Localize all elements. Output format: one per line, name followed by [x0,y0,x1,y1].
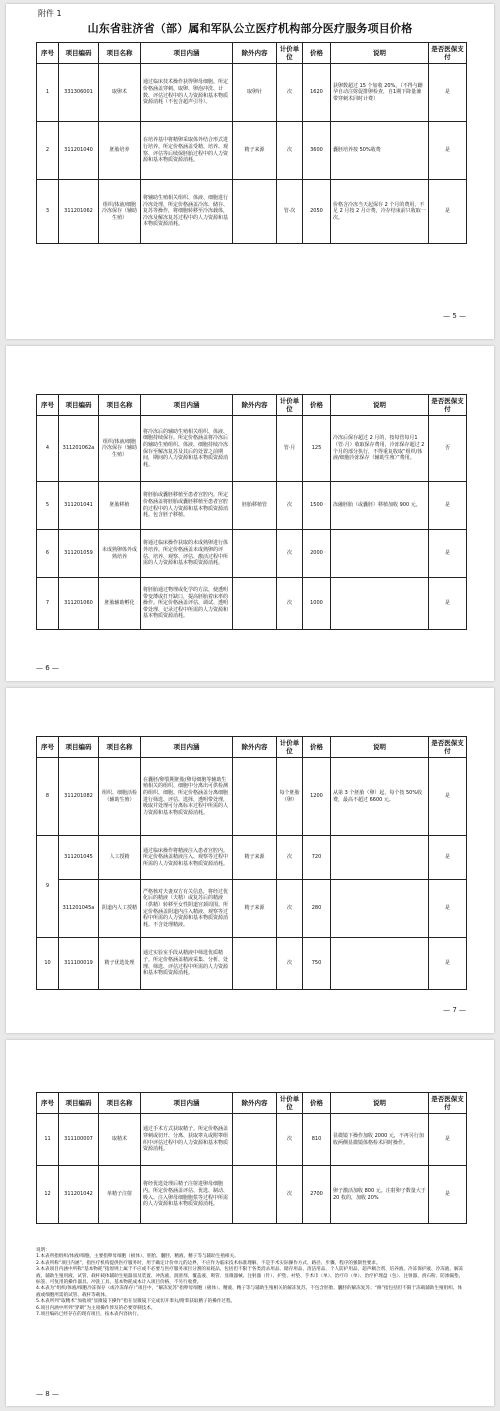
cell-unit: 次 [277,836,303,880]
header-remarks: 说明 [331,1093,429,1114]
cell-code: 311201082 [59,758,99,836]
cell-insurance: 否 [429,416,467,482]
cell-remarks [331,938,429,990]
document-title: 山东省驻济省（部）属和军队公立医疗机构部分医疗服务项目价格 [87,22,413,35]
cell-insurance: 是 [429,530,467,578]
cell-unit: 次 [277,578,303,630]
cell-no: 10 [37,938,59,990]
cell-content: 将冷冻后的辅助生殖相关组织、体液、细胞持续保存。所定价格涵盖将冷冻后的辅助生殖组织、体液、细胞持续冷冻保存至解冻复苏及其后的处置之前期间，期间的人力资源和基本物质资源消耗。 [141,416,233,482]
table-row [37,530,467,578]
cell-exclusions: 精子来源 [233,880,277,938]
header-no: 序号 [37,1093,59,1114]
cell-code: 331306001 [59,64,99,122]
cell-price: 280 [303,880,331,938]
cell-no: 3 [37,180,59,244]
note-item: 2.本表所称“项目内涵”，指医疗机构提供医疗服务时，用于确定计价单元的边界，不应作为临床技术标准理解，不是手术实际操作方式、路径、步骤、程序的强制性要求。 [36,1260,381,1266]
cell-name: 精子优选处理 [99,938,141,990]
table-header-row [37,395,467,416]
cell-insurance: 是 [429,578,467,630]
cell-price: 2050 [303,180,331,244]
table-header-row [37,1093,467,1114]
cell-unit: 次 [277,122,303,180]
cell-remarks: 从第 3 个胚胎（卵）起，每个按 50%收费，最高不超过 6600 元。 [331,758,429,836]
cell-name: 组织/体液/细胞冷冻保存（辅助生殖） [99,180,141,244]
cell-content: 严格核对夫妻双方有关信息，将经过优化后的精液（夫精）或复苏后的精液（供精）转移至女性阴道宫颈周围。所定价格涵盖阴道内注入精液、观察等过程中所需的人力资源和基本物质资源消耗。不含处理精液。 [141,880,233,938]
table-row [37,180,467,244]
document-page-8 [6,1040,494,1406]
table-row [37,64,467,122]
header-remarks: 说明 [331,43,429,64]
header-insurance: 是否医保支付 [429,43,467,64]
cell-code: 311201060 [59,578,99,630]
cell-price: 1000 [303,578,331,630]
cell-unit: 次 [277,482,303,530]
cell-no: 9 [37,836,59,938]
cell-exclusions [233,578,277,630]
cell-exclusions [233,758,277,836]
header-price: 价格 [303,395,331,416]
cell-name: 取卵术 [99,64,141,122]
table-row [37,482,467,530]
cell-insurance: 是 [429,482,467,530]
note-item: 4.本表为“组织/体液/细胞冷冻保存（或冷冻保存）”项目中，“解冻复苏”指卵母细胞（极体）、精液、精子等与辅助生殖相关的解冻复苏，不包含胚胎、囊胚的解冻复苏；“修”指包括但不限于冻载辅助生殖组织、体液或细胞所需的试管、载杆等载体。 [36,1286,463,1298]
header-unit: 计价单位 [277,43,303,64]
table-row [37,122,467,180]
cell-price: 3600 [303,122,331,180]
cell-insurance: 是 [429,64,467,122]
header-exclusions: 除外内容 [233,1093,277,1114]
cell-remarks: 冷冻后保存超过 2 月的，按每管每月1（管·月）收取保存费用，冷冻保存超过 2 个月的部分执行，不得重复收取“组织/体液/细胞冷冻保存（辅助生殖）”费用。 [331,416,429,482]
cell-no: 7 [37,578,59,630]
table-row [37,880,467,938]
table-row [37,578,467,630]
cell-unit: 次 [277,938,303,990]
cell-code: 311201042 [59,1166,99,1224]
cell-remarks: 冻融胚胎（或囊胚）移植加收 900 元。 [331,482,429,530]
cell-unit: 次 [277,530,303,578]
cell-no: 2 [37,122,59,180]
page-number: — 8 — [36,1390,59,1398]
note-item: 7.项目编码已经存在的现有项目，按本表内容执行。 [36,1312,142,1318]
cell-no: 8 [37,758,59,836]
header-content: 项目内涵 [141,1093,233,1114]
cell-exclusions: 精子来源 [233,122,277,180]
table-header-row [37,737,467,758]
notes-heading: 说明： [36,1248,50,1253]
cell-unit: 次 [277,880,303,938]
cell-code: 311201045a [59,880,99,938]
header-content: 项目内涵 [141,737,233,758]
cell-exclusions [233,1166,277,1224]
cell-price: 1500 [303,482,331,530]
header-exclusions: 除外内容 [233,737,277,758]
cell-remarks: 价格含冷冻当天起保存 2 个月的费用，不足 2 月按 2 月计费，冷存结束前只收取一次。 [331,180,429,244]
cell-price: 750 [303,938,331,990]
header-code: 项目编码 [59,43,99,64]
header-insurance: 是否医保支付 [429,737,467,758]
note-item: 6.项目内涵中所列“穿刺”为主项操作涉及的必要穿刺技术。 [36,1305,156,1311]
table-row [37,938,467,990]
header-no: 序号 [37,43,59,64]
header-insurance: 是否医保支付 [429,1093,467,1114]
cell-content: 在培养基中将精卵采取体外结合形式进行培养。所定价格涵盖受精、培养、观察、评估等后续保胚胎过程中的人力资源和基本物质资源消耗。 [141,122,233,180]
cell-remarks: 显微镜下操作加收 2000 元，不再另行加收两侧显微镜体格检术同时操作。 [331,1114,429,1166]
document-page-7 [6,688,494,1033]
cell-insurance: 是 [429,836,467,880]
header-insurance: 是否医保支付 [429,395,467,416]
cell-price: 810 [303,1114,331,1166]
document-page-5 [6,4,494,339]
header-no: 序号 [37,737,59,758]
cell-price: 720 [303,836,331,880]
cell-name: 胚胎辅助孵化 [99,578,141,630]
table-header-row [37,43,467,64]
cell-name: 组织、细胞活检（辅助生殖） [99,758,141,836]
cell-no: 5 [37,482,59,530]
cell-content: 通过临床操作将精液注入患者宫腔内。所定价格涵盖精液注入、观察等过程中所需的人力资源和基本物质资源消耗。 [141,836,233,880]
cell-remarks [331,578,429,630]
header-name: 项目名称 [99,43,141,64]
header-content: 项目内涵 [141,43,233,64]
cell-price: 1620 [303,64,331,122]
table-row [37,416,467,482]
header-unit: 计价单位 [277,395,303,416]
annex-label: 附件 1 [38,9,62,18]
cell-price: 1200 [303,758,331,836]
price-table [36,42,467,244]
cell-name: 未成熟卵体外成熟培养 [99,530,141,578]
note-item: 3.本表项目内涵中所称“基本物耗”指原则上属于不应或不必要与医疗服务项目分割的易耗品，包括但不限于各类消杀用品、储存用品、清洁用品、个人防护用品、超声耦合剂、培养液、冷冻保护液、冷冻液、解冻液、辅助生殖用液、试管、载杆载体辅助生殖器皿及装置、冲洗液、润滑剂、覆盖液、吸管、显微器械、注射器（针）、护垫、衬垫、手术巾（单）、治疗巾（单）、治疗护理盘（包）、注射器、滑石粉、防渗漏垫、标签、可复用的操作器具、冲洗工具、基本物耗成本计入项目价格，不另行收费。 [36,1267,464,1286]
cell-name: 单精子注射 [99,1166,141,1224]
cell-content: 将胚胎通过物理或化学的方法，使透明带变薄或打开缺口，提高胚胎着床率的操作。所定价格涵盖评估、调试、透明带处理、记录过程中所需的人力资源和基本物质资源消耗。 [141,578,233,630]
cell-insurance: 是 [429,1166,467,1224]
table-row [37,836,467,880]
header-content: 项目内涵 [141,395,233,416]
cell-unit: 次 [277,1166,303,1224]
cell-price: 125 [303,416,331,482]
cell-name: 取精术 [99,1114,141,1166]
cell-exclusions: 取卵针 [233,64,277,122]
cell-content: 将辅助生殖相关组织、体液、细胞进行冷冻处理，所定价格涵盖冷冻、储存、复苏等操作，将细胞转移至冷冻载体，冷冻及解冻复苏过程中的人力资源和基本物质资源消耗。 [141,180,233,244]
cell-exclusions [233,938,277,990]
cell-unit: 每个胚胎（卵） [277,758,303,836]
cell-content: 将胚胎或囊胚移植至患者宫腔内。所定价格涵盖将胚胎或囊胚移植至患者宫腔的过程中的人力资源和基本物质资源消耗。包含胚子移植。 [141,482,233,530]
cell-no: 6 [37,530,59,578]
cell-insurance: 是 [429,122,467,180]
cell-remarks [331,880,429,938]
cell-remarks: 囊胚培养按 50%收费 [331,122,429,180]
cell-no: 4 [37,416,59,482]
cell-content: 通过临床技术操作获得卵母细胞。所定价格涵盖穿刺、取卵、卵泡冲洗、计数、评估过程中的人力资源和基本物质资源消耗（不包含超声引导）。 [141,64,233,122]
cell-no: 12 [37,1166,59,1224]
cell-name: 人工授精 [99,836,141,880]
cell-code: 311201041 [59,482,99,530]
table-row [37,758,467,836]
header-price: 价格 [303,43,331,64]
cell-code: 311100007 [59,1114,99,1166]
page-number: — 7 — [443,1006,466,1014]
cell-code: 311100019 [59,938,99,990]
cell-name: 组织/体液/细胞冷冻保存（辅助生殖） [99,416,141,482]
header-name: 项目名称 [99,1093,141,1114]
cell-exclusions [233,1114,277,1166]
cell-no: 11 [37,1114,59,1166]
cell-name: 阴道内人工授精 [99,880,141,938]
cell-exclusions: 胚胎移植管 [233,482,277,530]
cell-insurance: 是 [429,1114,467,1166]
header-price: 价格 [303,737,331,758]
page-number: — 6 — [36,664,59,672]
cell-unit: 管·月 [277,416,303,482]
page-number: — 5 — [443,312,466,320]
cell-exclusions [233,416,277,482]
price-table [36,736,467,990]
cell-content: 将通过临床操作获取的未成熟卵进行体外培养。所定价格涵盖未成熟卵的评估、培养、观察、评估、激活过程中所需的人力资源和基本物质资源消耗。 [141,530,233,578]
cell-unit: 管·次 [277,180,303,244]
cell-code: 311201059 [59,530,99,578]
cell-name: 胚胎移植 [99,482,141,530]
cell-unit: 次 [277,64,303,122]
note-item: 1.本表所指组织/体液/细胞，主要指卵母细胞（极体）、胚胎、囊胚、精液、精子等与辅助生殖相关。 [36,1254,239,1260]
cell-remarks [331,530,429,578]
cell-code: 311201045 [59,836,99,880]
price-table [36,394,467,630]
cell-exclusions [233,180,277,244]
header-name: 项目名称 [99,395,141,416]
header-remarks: 说明 [331,395,429,416]
cell-code: 311201062a [59,416,99,482]
cell-exclusions [233,530,277,578]
cell-insurance: 是 [429,758,467,836]
cell-unit: 次 [277,1114,303,1166]
cell-remarks: 获卵数超过 15 个加收 20%。（不得与雌孕自动注射促排卵检查，自1期下降量兼带穿刺术同时计费） [331,64,429,122]
cell-insurance: 是 [429,938,467,990]
cell-content: 通过手术方式获取精子。所定价格涵盖穿刺或切开、分离、获取睾丸或附睾组织中评估过程中的人力资源和基本物质资源消耗。 [141,1114,233,1166]
cell-price: 2700 [303,1166,331,1224]
cell-insurance: 是 [429,880,467,938]
header-price: 价格 [303,1093,331,1114]
table-row [37,1114,467,1166]
cell-no: 1 [37,64,59,122]
header-unit: 计价单位 [277,1093,303,1114]
document-page-6 [6,346,494,681]
cell-name: 胚胎培养 [99,122,141,180]
cell-price: 2000 [303,530,331,578]
header-exclusions: 除外内容 [233,43,277,64]
header-no: 序号 [37,395,59,416]
header-code: 项目编码 [59,395,99,416]
cell-exclusions: 精子来源 [233,836,277,880]
table-row [37,1166,467,1224]
header-exclusions: 除外内容 [233,395,277,416]
header-unit: 计价单位 [277,737,303,758]
cell-remarks [331,836,429,880]
header-remarks: 说明 [331,737,429,758]
cell-content: 将经优选处理后精子注射进卵母细胞内。所定价格涵盖评估、优选、制动、吸入、注入卵母细胞胞浆等过程中所需的人力资源和基本物质资源消耗。 [141,1166,233,1224]
header-name: 项目名称 [99,737,141,758]
cell-insurance: 是 [429,180,467,244]
cell-code: 311201062 [59,180,99,244]
cell-content: 在囊胚/卵裂期胚胎/卵母细胞等辅助生殖相关的组织、细胞中分离出可供检测的组织、细胞。所定价格涵盖分离细胞进行筛选、评估、选择、透明带处理，吸取并处理可分离标本过程中所需的人力资源和基本物质资源消耗。 [141,758,233,836]
cell-remarks: 卵子激活加收 800 元。注射卵子数量大于 20 枚的，加收 20% [331,1166,429,1224]
cell-code: 311201040 [59,122,99,180]
notes-section [36,1248,466,1318]
header-code: 项目编码 [59,737,99,758]
price-table [36,1092,467,1224]
cell-content: 通过实验室手段从精液中筛选优质精子。所定价格涵盖精液采集、分析、处理、筛选、评估过程中所需的人力资源和基本物质资源消耗。 [141,938,233,990]
note-item: 5.本表所列“取精术”加收项“显微镜下操作”指在显微镜下完成切开睾丸/附睾获取精子的操作过程。 [36,1299,236,1305]
header-code: 项目编码 [59,1093,99,1114]
